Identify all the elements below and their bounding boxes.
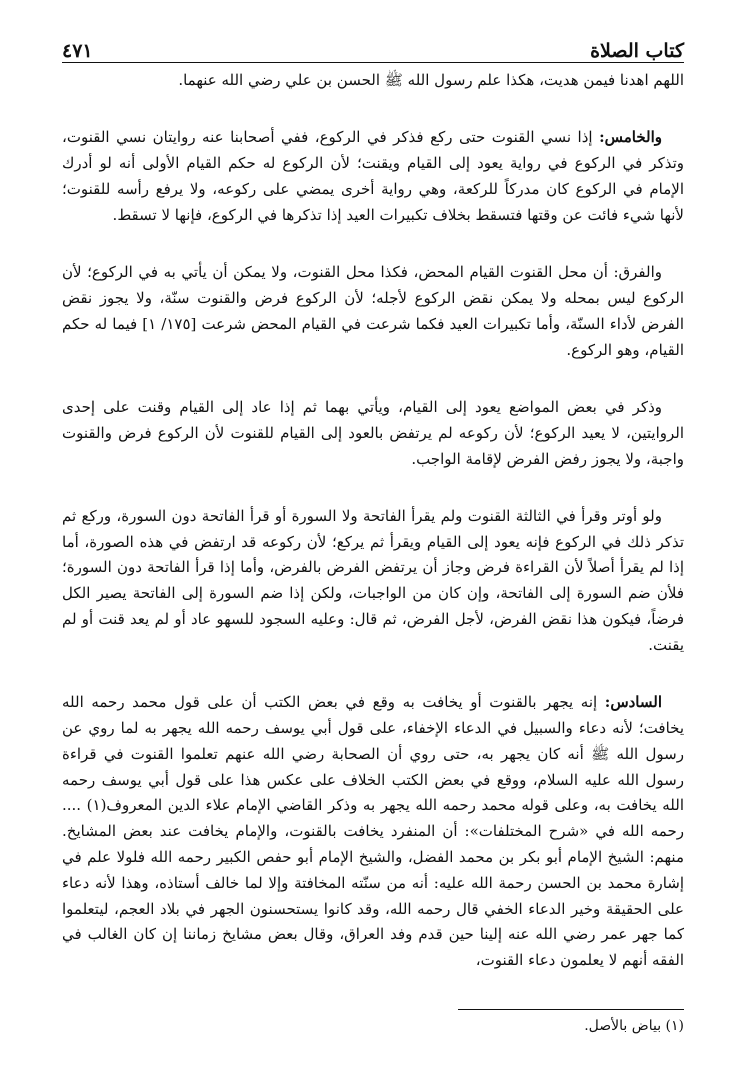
chapter-title: كتاب الصلاة xyxy=(590,40,684,62)
paragraph-text: إذا نسي القنوت حتى ركع فذكر في الركوع، ففي أصحابنا عنه روايتان نسي القنوت، وتذكر في الركوع في رواية يعود إلى القيام ويقنت؛ لأن الركوع له حكم القيام الأولى أنه لو أدرك الإمام في الركوع كان مدركاً للركعة، وهي رواية أخرى يمضي على ركوعه، ولا يرفع رأسه للقنوت؛ لأنها شيء فائت عن وقتها فتسقط بخلاف تكبيرات العيد إذا تذكرها في الركوع، فإنها لا تسقط. xyxy=(62,128,684,224)
paragraph-1 xyxy=(62,68,684,94)
paragraph-6 xyxy=(62,690,684,974)
paragraph-text: والفرق: أن محل القنوت القيام المحض، فكذا محل القنوت، ولا يمكن أن يأتي به في الركوع؛ لأن الركوع ليس بمحله ولا يمكن نقض الركوع لأجله؛ لأن الركوع فرض والقنوت سنّة، ولا يجوز نقض الفرض لأداء السنّة، وأما تكبيرات العيد فكما شرعت في القيام المحض شرعت [١٧٥/ ١] فيما له حكم القيام، وهو الركوع. xyxy=(62,263,684,359)
footnote: (١) بياض بالأصل. xyxy=(584,1018,684,1034)
paragraph-text: ولو أوتر وقرأ في الثالثة القنوت ولم يقرأ الفاتحة ولا السورة أو قرأ الفاتحة دون السورة، وركع ثم تذكر ذلك في الركوع فإنه يعود إلى القيام ويقرأ ثم يركع؛ لأن ركوعه قد ارتفض في هذه الصورة، أما إذا لم يقرأ أصلاً لأن القراءة فرض وجاز أن يرتفض الفرض بالفرض، وأما إذا قرأ الفاتحة دون السورة؛ فلأن ضم السورة إلى الفاتحة، وإن كان من الواجبات، ولكن إذا ضم السورة إلى الفاتحة يصير الكل فرضاً، فيكون هذا نقض الفرض، لأجل الفرض، ثم قال: وعليه السجود للسهو عاد أو لم يعد قنت أو لم يقنت. xyxy=(62,506,684,654)
paragraph-lead: والخامس: xyxy=(599,128,662,147)
paragraph-text: اللهم اهدنا فيمن هديت، هكذا علم رسول الله ﷺ الحسن بن علي رضي الله عنهما. xyxy=(178,71,684,89)
paragraph-5 xyxy=(62,504,684,659)
main-text xyxy=(62,68,684,974)
running-header xyxy=(62,24,684,63)
footnote-separator xyxy=(458,1009,684,1010)
paragraph-text: إنه يجهر بالقنوت أو يخافت به وقع في بعض الكتب أن على قول محمد رحمه الله يخافت؛ لأنه دعاء والسبيل في الدعاء الإخفاء، على قول أبي يوسف رحمه الله يجهر به لما روي عن رسول الله ﷺ أنه كان يجهر به، حتى روي أن الصحابة رضي الله عنهم تعلموا القنوت في قراءة رسول الله عليه السلام، ووقع في بعض الكتب الخلاف على عكس هذا على قول أبي يوسف رحمه الله يخافت به، وعلى قوله محمد رحمه الله يجهر به وذكر القاضي الإمام علاء الدين المعروف(١) .... رحمه الله في «شرح المختلفات»: أن المنفرد يخافت بالقنوت، والإمام يخافت عند بعض المشايخ. منهم: الشيخ الإمام أبو بكر بن محمد الفضل، والشيخ الإمام أبو حفص الكبير رحمه الله فلولا علم في إشارة محمد بن الحسن رحمة الله عليه: أنه من سنّته المخافتة وإلا لما خالف أستاذه، وهذا لأنه دعاء على الحقيقة وخير الدعاء الخفي قال رحمه الله، وقد كانوا يستحسنون الجهر في بلاد العجم، ليتعلموا كما جهر عمر رضي الله عنه إلينا حين قدم وفد العراق، وقال بعض مشايخ زماننا إن كان الغالب في الفقه أنهم لا يعلمون دعاء القنوت، xyxy=(62,693,684,970)
paragraph-2 xyxy=(62,125,684,228)
paragraph-3 xyxy=(62,260,684,363)
paragraph-lead: السادس: xyxy=(604,693,662,712)
paragraph-text: وذكر في بعض المواضع يعود إلى القيام، ويأتي بهما ثم إذا عاد إلى القيام وقنت على إحدى الروايتين، لا يعيد الركوع؛ لأن ركوعه لم يرتفض بالعود إلى القيام للقنوت لأن الركوع فرض والقنوت واجبة، ولا يجوز رفض الفرض لإقامة الواجب. xyxy=(62,397,684,468)
page-number: ٤٧١ xyxy=(62,40,93,62)
paragraph-4 xyxy=(62,395,684,472)
